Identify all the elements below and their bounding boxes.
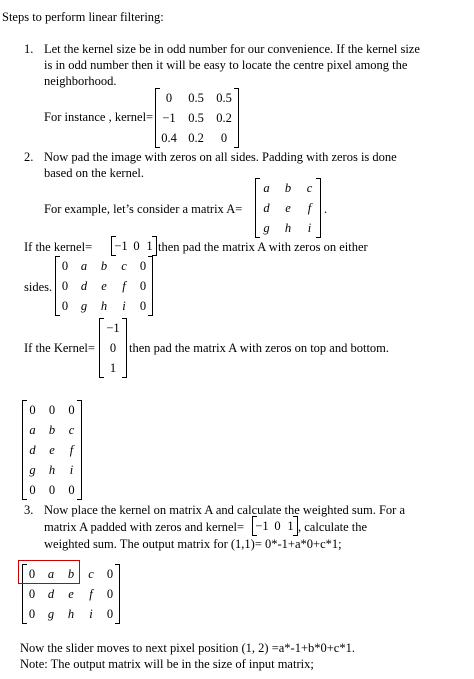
matrix-cell: i [69,462,74,477]
matrix-cell: g [80,298,88,313]
matrix-cell: h [284,220,292,235]
matrix-cell: 0 [28,606,36,621]
kernel-3x3-matrix [155,88,239,148]
matrix-cell: h [48,462,56,477]
matrix-cell: 0 [165,90,173,105]
matrix-cell: 0 [68,402,75,417]
matrix-cell: 0 [106,586,114,601]
matrix-cell: 0 [68,482,75,497]
matrix-cell: b [100,258,108,273]
col-kernel-suffix: then pad the matrix A with zeros on top and bottom. [129,341,390,355]
matrix-cell: f [89,586,93,601]
matrix-cell: 0 [139,258,147,273]
matrix-cell: −1 [106,320,120,335]
col-kernel-prefix: If the Kernel= [24,341,95,355]
matrix-cell: −1 [162,110,176,125]
matrix-cell: e [68,586,74,601]
matrix-cell: 0 [139,278,147,293]
step-1-number: 1. [24,42,34,56]
matrix-cell: 0.2 [216,110,232,125]
matrix-cell: g [29,462,36,477]
matrix-cell: 0 [48,402,56,417]
footer-line-1: Now the slider moves to next pixel position (1, 2) =a*-1+b*0+c*1. [20,641,355,655]
matrix-cell: −1 [255,518,269,533]
step-3-number: 3. [24,503,34,517]
row-kernel-matrix [111,236,157,256]
step-2-line-2: based on the kernel. [44,166,144,180]
matrix-cell: a [29,422,36,437]
kernel-window-highlight [18,560,80,584]
step-1-line-3: neighborhood. [44,74,117,88]
matrix-cell: i [122,298,126,313]
matrix-padded-top-bottom [22,400,82,500]
matrix-a-label: For example, let’s consider a matrix A= [44,202,243,216]
footer-line-2: Note: The output matrix will be in the size of input matrix; [20,657,314,671]
matrix-cell: b [67,566,75,581]
matrix-cell: 0.2 [188,130,204,145]
step-1-line-2: is in odd number then it will be easy to locate the centre pixel among the [44,58,408,72]
matrix-cell: 1 [109,360,117,375]
row-kernel-suffix: then pad the matrix A with zeros on either [158,240,368,254]
matrix-cell: 0 [28,586,36,601]
matrix-cell: c [68,422,75,437]
sides-label: sides. [24,280,53,294]
matrix-cell: 0 [61,278,69,293]
matrix-cell: b [48,422,56,437]
matrix-cell: f [307,200,312,215]
matrix-cell: 0 [139,298,147,313]
matrix-cell: h [67,606,75,621]
matrix-cell: c [121,258,127,273]
matrix-cell: −1 [114,238,128,253]
matrix-cell: 0 [220,130,228,145]
matrix-cell: d [80,278,88,293]
matrix-cell: e [285,200,291,215]
step-3-line-3: weighted sum. The output matrix for (1,1)= 0*-1+a*0+c*1; [44,537,342,551]
row-kernel-prefix: If the kernel= [24,240,93,254]
step-3-kernel-matrix [252,516,298,536]
matrix-cell: 0 [29,402,36,417]
col-kernel-matrix [99,318,127,378]
matrix-cell: a [80,258,88,273]
kernel-instance-label: For instance , kernel= [44,110,154,124]
matrix-cell: h [100,298,108,313]
matrix-cell: f [69,442,74,457]
matrix-cell: 0.4 [161,130,177,145]
matrix-cell: g [47,606,55,621]
matrix-padded-sides [55,256,153,316]
matrix-cell: 0 [106,566,114,581]
step-3-line-2-prefix: matrix A padded with zeros and kernel= [44,520,245,534]
matrix-cell: 0 [61,298,69,313]
matrix-cell: e [101,278,107,293]
matrix-cell: 1 [287,518,294,533]
matrix-cell: e [49,442,55,457]
step-3-line-2-suffix: , calculate the [298,520,368,534]
matrix-cell: 0.5 [188,110,204,125]
matrix-cell: b [284,180,292,195]
matrix-cell: d [47,586,55,601]
step-2-line-1: Now pad the image with zeros on all sides. Padding with zeros is done [44,150,397,164]
step-3-line-1: Now place the kernel on matrix A and calculate the weighted sum. For a [44,503,405,517]
matrix-cell: i [307,220,312,235]
matrix-cell: c [88,566,94,581]
matrix-cell: c [306,180,313,195]
page-heading: Steps to perform linear filtering: [2,10,164,24]
step-2-number: 2. [24,150,34,164]
matrix-cell: 0.5 [216,90,232,105]
matrix-cell: d [29,442,36,457]
matrix-cell: 0.5 [188,90,204,105]
matrix-cell: 0 [106,606,114,621]
matrix-cell: 0 [28,566,36,581]
matrix-cell: a [263,180,270,195]
matrix-cell: g [263,220,270,235]
matrix-cell: 0 [274,518,281,533]
matrix-cell: 0 [48,482,56,497]
matrix-cell: 1 [146,238,153,253]
matrix-a-period: . [324,202,328,216]
matrix-cell: d [263,200,270,215]
matrix-cell: 0 [109,340,117,355]
matrix-cell: i [89,606,93,621]
matrix-cell: 0 [29,482,36,497]
matrix-a [255,178,321,238]
step-1-line-1: Let the kernel size be in odd number for our convenience. If the kernel size [44,42,420,56]
matrix-cell: 0 [61,258,69,273]
matrix-cell: a [47,566,55,581]
matrix-cell: f [122,278,126,293]
matrix-cell: 0 [133,238,140,253]
